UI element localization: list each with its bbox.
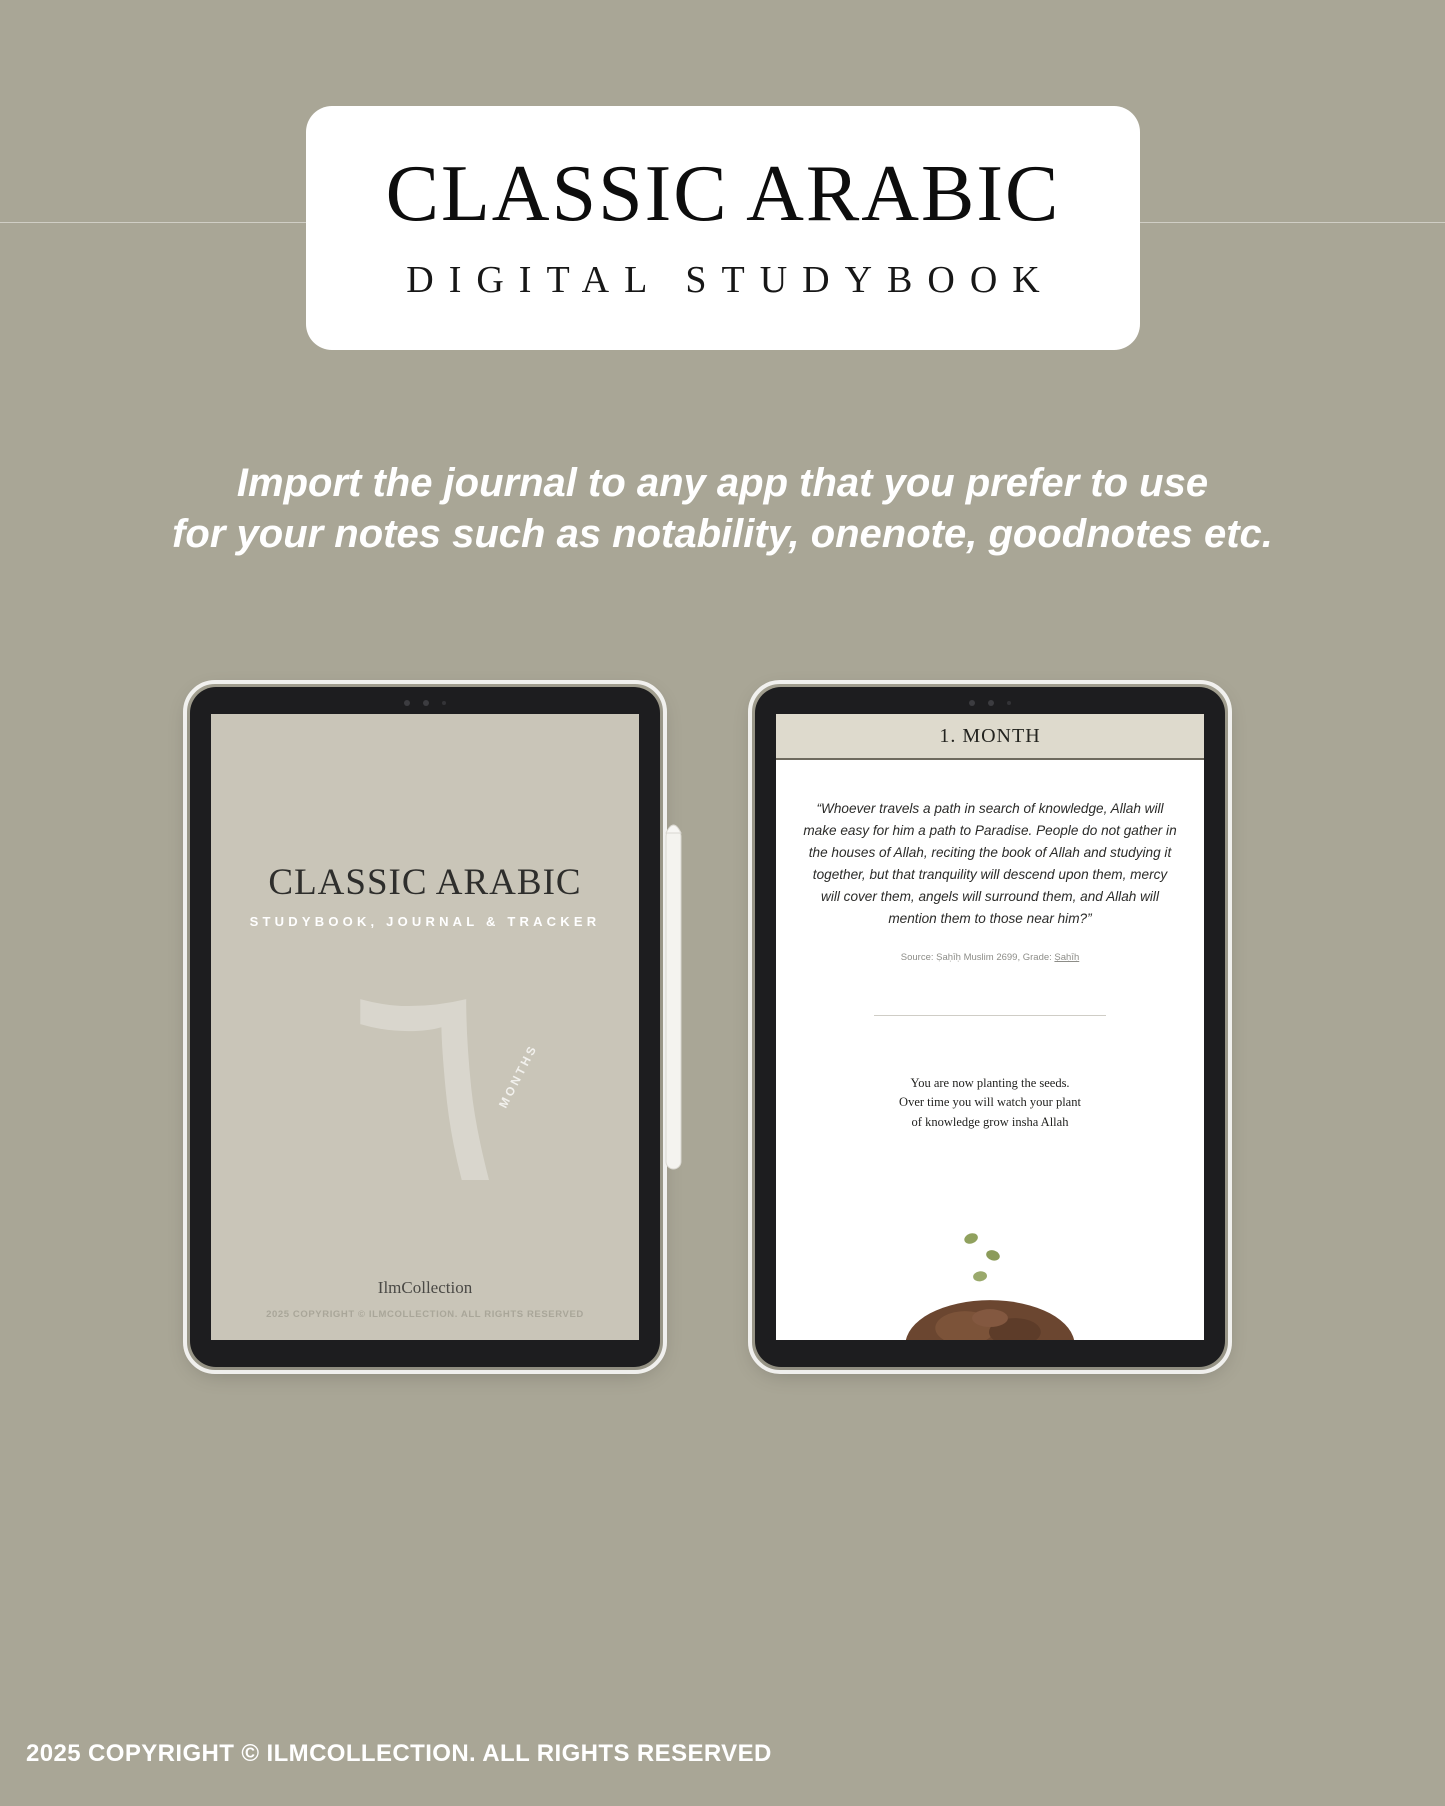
title-card [306, 106, 1140, 350]
book-cover [211, 714, 639, 1340]
tablet-device-right [755, 687, 1225, 1367]
camera-mic-icon [442, 701, 446, 705]
seed-message [776, 1074, 1204, 1132]
cover-brand: IlmCollection [377, 1278, 473, 1297]
journal-page [776, 714, 1204, 1340]
quote-source-prefix: Source: Ṣaḥīḥ Muslim 2699, Grade: [900, 952, 1055, 964]
page-header-month: 1. MONTH [776, 714, 1204, 760]
section-divider [874, 1015, 1106, 1016]
cover-months-label: MONTHS [496, 1041, 541, 1111]
tablet-camera-row [755, 697, 1225, 709]
instructions-text [0, 458, 1445, 560]
tablet-screen-left[interactable] [211, 714, 639, 1340]
cover-subtitle: STUDYBOOK, JOURNAL & TRACKER [249, 914, 601, 929]
cover-copyright: 2025 COPYRIGHT © ILMCOLLECTION. ALL RIGHTS RESERVED [266, 1309, 584, 1320]
camera-sensor-icon [969, 700, 975, 706]
quote-source [776, 952, 1204, 963]
camera-mic-icon [1007, 701, 1011, 705]
seed-message-line-2: Over time you will watch your plant [899, 1095, 1081, 1110]
seed-message-line-1: You are now planting the seeds. [910, 1076, 1070, 1091]
instructions-line-2: for your notes such as notability, onenote, goodnotes etc. [172, 512, 1273, 557]
camera-sensor-icon [404, 700, 410, 706]
footer-copyright: 2025 COPYRIGHT © ILMCOLLECTION. ALL RIGHTS RESERVED [26, 1740, 772, 1767]
instructions-line-1: Import the journal to any app that you prefer to use [236, 461, 1209, 505]
camera-lens-icon [988, 700, 994, 706]
arabic-numeral-glyph: ٦ [348, 926, 502, 1242]
stylus-pen-icon [660, 819, 686, 1179]
tablet-camera-row [190, 697, 660, 709]
page-subtitle: DIGITAL STUDYBOOK [406, 259, 1055, 301]
hadith-quote: “Whoever travels a path in search of knowledge, Allah will make easy for him a path to Paradise. People do not gather in the houses of Allah, reciting the book of Allah and studying it together, but that tranquility will descend upon them, mercy will cover them, angels will surround them, and Allah will mention them to those near him?” [803, 801, 1177, 927]
tablet-screen-right[interactable] [776, 714, 1204, 1340]
soil-mound-illustration [776, 1200, 1204, 1340]
seed-message-line-3: of knowledge grow insha Allah [911, 1114, 1069, 1129]
cover-title: CLASSIC ARABIC [268, 862, 582, 903]
page-title: CLASSIC ARABIC [385, 150, 1061, 238]
tablet-device-left [190, 687, 660, 1367]
camera-lens-icon [423, 700, 429, 706]
quote-source-grade: Ṣaḥīḥ [1054, 952, 1080, 964]
seed-icons [963, 1231, 1001, 1282]
